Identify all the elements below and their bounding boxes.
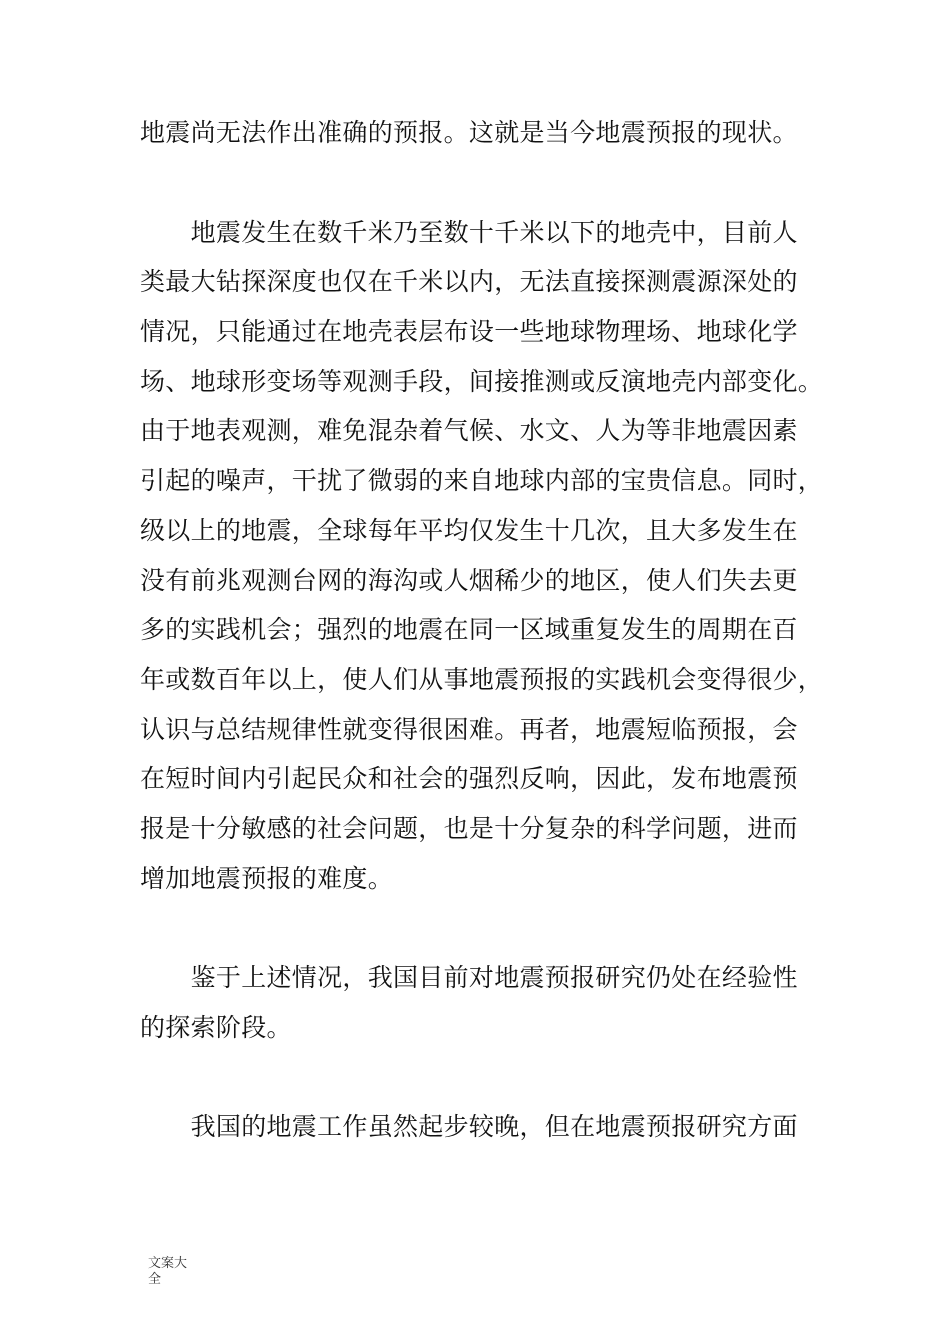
paragraph-4-line-1: 我国的地震工作虽然起步较晚，但在地震预报研究方面 — [140, 1112, 798, 1141]
paragraph-2-line-11: 认识与总结规律性就变得很困难。再者，地震短临预报，会 — [140, 715, 798, 744]
paragraph-1-line-1: 地震尚无法作出准确的预报。这就是当今地震预报的现状。 — [140, 118, 798, 147]
paragraph-2-line-3: 情况，只能通过在地壳表层布设一些地球物理场、地球化学 — [140, 317, 798, 346]
paragraph-2-line-12: 在短时间内引起民众和社会的强烈反响，因此，发布地震预 — [140, 764, 798, 793]
paragraph-3-line-2: 的探索阶段。 — [140, 1013, 292, 1042]
paragraph-2-line-6: 引起的噪声，干扰了微弱的来自地球内部的宝贵信息。同时， — [140, 466, 824, 495]
paragraph-2-line-7: 级以上的地震，全球每年平均仅发生十几次，且大多发生在 — [140, 516, 798, 545]
paragraph-2-line-8: 没有前兆观测台网的海沟或人烟稀少的地区，使人们失去更 — [140, 566, 798, 595]
paragraph-2-line-13: 报是十分敏感的社会问题，也是十分复杂的科学问题，进而 — [140, 814, 798, 843]
paragraph-2-line-10: 年或数百年以上，使人们从事地震预报的实践机会变得很少， — [140, 665, 824, 694]
footer-label-line-2: 全 — [148, 1272, 162, 1287]
paragraph-2-line-2: 类最大钻探深度也仅在千米以内，无法直接探测震源深处的 — [140, 267, 798, 296]
paragraph-3-line-1: 鉴于上述情况，我国目前对地震预报研究仍处在经验性 — [140, 963, 798, 992]
footer-label-line-1: 文案大 — [148, 1256, 188, 1271]
paragraph-2-line-14: 增加地震预报的难度。 — [140, 864, 394, 893]
paragraph-2-line-5: 由于地表观测，难免混杂着气候、水文、人为等非地震因素 — [140, 416, 798, 445]
paragraph-2-line-9: 多的实践机会；强烈的地震在同一区域重复发生的周期在百 — [140, 615, 798, 644]
paragraph-2-line-4: 场、地球形变场等观测手段，间接推测或反演地壳内部变化。 — [140, 367, 824, 396]
paragraph-2-line-1: 地震发生在数千米乃至数十千米以下的地壳中，目前人 — [140, 218, 798, 247]
